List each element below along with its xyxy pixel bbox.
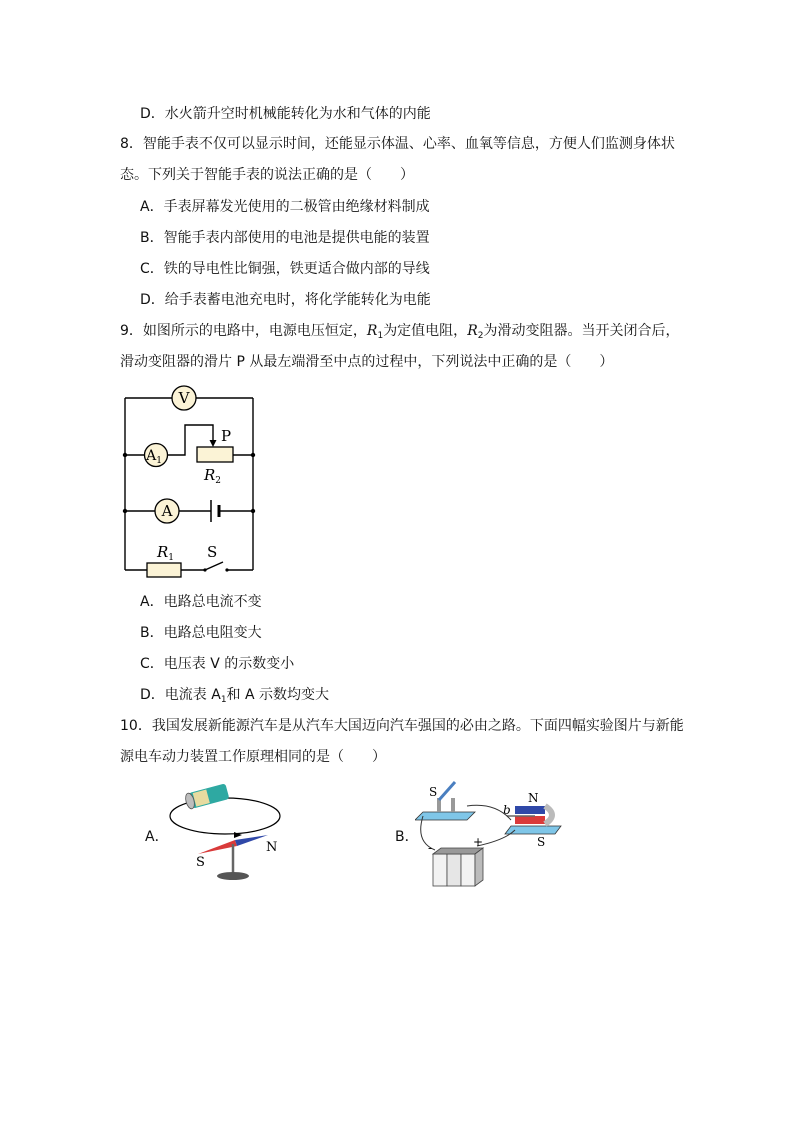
ammeter1-label: A xyxy=(146,448,157,464)
q9-option-d-part2: 和 A 示数均变大 xyxy=(226,687,330,703)
q9-option-d-part1: D．电流表 A xyxy=(140,687,221,703)
battery-icon xyxy=(211,500,219,522)
svg-text:R2 xyxy=(203,466,221,486)
q10-stem-line1: 10．我国发展新能源汽车是从汽车大国迈向汽车强国的必由之路。下面四幅实验图片与新能 xyxy=(120,718,684,734)
q9-option-c: C．电压表 V 的示数变小 xyxy=(140,656,295,672)
q9-option-d xyxy=(140,686,329,709)
q9-r2-subscript: 2 xyxy=(477,331,484,341)
r1-subscript: 1 xyxy=(168,553,175,563)
q8-option-d: D．给手表蓄电池充电时，将化学能转化为电能 xyxy=(140,292,431,308)
r1-label: R xyxy=(157,543,169,561)
ammeter-label: A xyxy=(161,502,173,520)
rheostat-r2 xyxy=(197,447,233,462)
battery-cell-icon xyxy=(184,783,229,809)
q9-stem-part1: 9．如图所示的电路中，电源电压恒定， xyxy=(120,323,367,339)
battery-plus-label: + xyxy=(473,835,484,849)
q10-figure-a xyxy=(160,780,290,890)
prev-option-d: D．水火箭升空时机械能转化为水和气体的内能 xyxy=(140,106,431,122)
q9-stem-line2: 滑动变阻器的滑片 P 从最左端滑至中点的过程中，下列说法中正确的是（ ） xyxy=(120,354,614,370)
q9-stem-part3: 为滑动变阻器。当开关闭合后， xyxy=(483,323,680,339)
slider-p-label: P xyxy=(221,427,232,445)
r2-label: R xyxy=(204,466,216,484)
q9-option-d-subscript: 1 xyxy=(220,695,227,705)
q9-option-a: A．电路总电流不变 xyxy=(140,594,262,610)
svg-text:R1 xyxy=(156,543,174,563)
q9-option-b: B．电路总电阻变大 xyxy=(140,625,262,641)
slider-arrow-icon xyxy=(210,440,217,447)
q8-stem-line1: 8．智能手表不仅可以显示时间，还能显示体温、心率、血氧等信息，方便人们监测身体状 xyxy=(120,136,675,152)
q8-option-b: B．智能手表内部使用的电池是提供电能的装置 xyxy=(140,230,430,246)
q9-stem-part2: 为定值电阻， xyxy=(383,323,468,339)
resistor-r1 xyxy=(147,563,181,577)
rod-b-label: b xyxy=(503,803,511,817)
magnet-n-label: N xyxy=(528,791,539,805)
q8-option-a: A．手表屏幕发光使用的二极管由绝缘材料制成 xyxy=(140,199,430,215)
q8-stem-line2: 态。下列关于智能手表的说法正确的是（ ） xyxy=(120,167,414,183)
q9-stem-line1 xyxy=(120,322,679,345)
q10-figure-a-label: A． xyxy=(145,829,169,845)
switch-label: S xyxy=(207,543,218,561)
switch-s-label: S xyxy=(429,785,438,799)
q8-option-c: C．铁的导电性比铜强，铁更适合做内部的导线 xyxy=(140,261,430,277)
compass-s-label: S xyxy=(196,855,205,870)
q9-r2-symbol: R xyxy=(467,323,478,339)
q9-circuit-diagram xyxy=(115,380,265,580)
battery-pack-icon xyxy=(433,848,483,886)
battery-minus-label: - xyxy=(428,841,433,855)
magnet-s-label: S xyxy=(537,835,546,849)
compass-n-label: N xyxy=(266,840,278,855)
ammeter1-subscript: 1 xyxy=(156,456,162,466)
q9-r1-symbol: R xyxy=(366,323,378,339)
q10-figure-b-label: B． xyxy=(395,829,419,845)
voltmeter-label: V xyxy=(178,389,190,407)
compass-needle-icon xyxy=(198,835,268,880)
switch-board-icon xyxy=(415,782,475,820)
q10-figure-b xyxy=(415,772,575,892)
r2-subscript: 2 xyxy=(215,476,222,486)
q10-stem-line2: 源电车动力装置工作原理相同的是（ ） xyxy=(120,749,386,765)
q9-r1-subscript: 1 xyxy=(377,331,384,341)
horseshoe-magnet-icon xyxy=(505,806,561,834)
